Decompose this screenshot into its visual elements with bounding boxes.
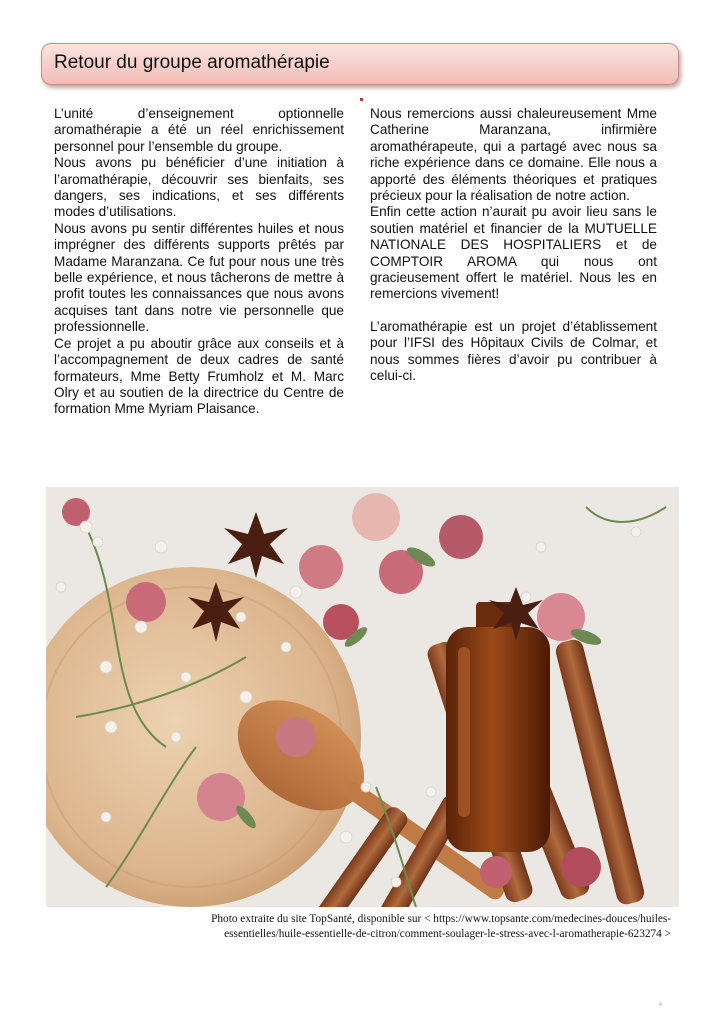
title-banner	[41, 43, 679, 85]
paragraph: Nous avons pu bénéficier d’une initiation à l’aromathérapie, découvrir ses bienfaits, ses dangers, ses indications, et ses différents modes d’utilisations.	[54, 155, 344, 220]
page-number: 4	[659, 1002, 662, 1008]
paragraph: Nous remercions aussi chaleureusement Mme Catherine Maranzana, infirmière aromathérapeute, qui a partagé avec nous sa riche expérience dans ce domaine. Elle nous a apporté des éléments théoriques et pratiques précieux pour la réalisation de notre action.	[370, 106, 657, 204]
photo-caption	[111, 912, 671, 941]
left-column	[54, 106, 344, 418]
aromatherapy-photo	[46, 487, 679, 907]
photo-illustration	[46, 487, 679, 907]
page-title: Retour du groupe aromathérapie	[54, 52, 330, 73]
paragraph: Enfin cette action n’aurait pu avoir lieu sans le soutien matériel et financier de la MUTUELLE NATIONALE DES HOSPITALIERS et de COMPTOIR AROMA qui nous ont gracieusement offert le matériel. Nous les en remercions vivement!	[370, 204, 657, 302]
paragraph: Ce projet a pu aboutir grâce aux conseils et à l’accompagnement de deux cadres de santé formateurs, Mme Betty Frumholz et M. Marc Olry et au soutien de la directrice du Centre de formation Mme Myriam Plaisance.	[54, 335, 344, 417]
caption-line: essentielles/huile-essentielle-de-citron/comment-soulager-le-stress-avec-l-aromatherapie-623274 >	[224, 927, 671, 940]
caption-line: Photo extraite du site TopSanté, disponible sur < https://www.topsante.com/medecines-douces/huiles-	[211, 913, 671, 925]
right-column	[370, 106, 657, 385]
decorative-dot	[360, 98, 363, 101]
paragraph: Nous avons pu sentir différentes huiles et nous imprégner des différents supports prêtés par Madame Maranzana. Ce fut pour nous une très belle expérience, et nous tâcherons de mettre à profit toutes les connaissances que nous avons acquises tant dans notre vie personnelle que professionnelle.	[54, 220, 344, 335]
paragraph: L’aromathérapie est un projet d’établissement pour l’IFSI des Hôpitaux Civils de Colmar, et nous sommes fières d’avoir pu contribuer à celui-ci.	[370, 318, 657, 384]
paragraph: L’unité d’enseignement optionnelle aromathérapie a été un réel enrichissement personnel pour l’ensemble du groupe.	[54, 106, 344, 154]
